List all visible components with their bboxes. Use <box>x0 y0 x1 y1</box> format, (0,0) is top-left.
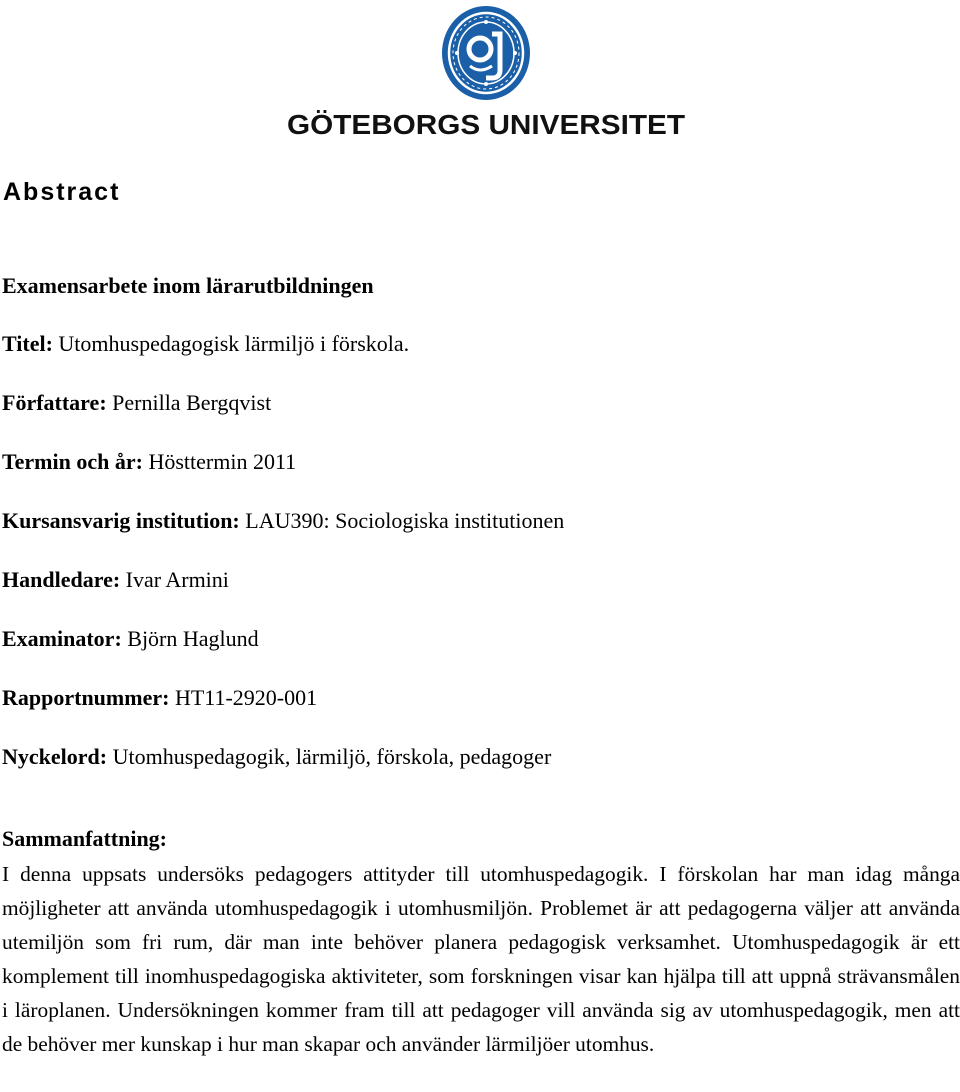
meta-label: Nyckelord: <box>2 744 108 769</box>
meta-value: Hösttermin 2011 <box>148 449 297 474</box>
meta-label: Examinator: <box>2 626 122 651</box>
course-line <box>2 272 374 300</box>
meta-examiner <box>2 625 259 653</box>
summary-heading: Sammanfattning: <box>2 826 168 851</box>
meta-value: Pernilla Bergqvist <box>112 390 272 415</box>
university-logo <box>0 0 960 150</box>
meta-label: Handledare: <box>2 567 121 592</box>
svg-text:GÖTEBORGS UNIVERSITET: GÖTEBORGS UNIVERSITET <box>287 109 685 138</box>
meta-label: Titel: <box>2 331 53 356</box>
university-wordmark <box>286 108 686 138</box>
meta-title <box>2 330 409 358</box>
meta-keywords <box>2 743 551 771</box>
summary-text: I denna uppsats undersöks pedagogers attityder till utomhuspedagogik. I förskolan har man idag många möjligheter att använda utomhuspedagogik i utomhusmiljön. Problemet är att pedagogerna väljer att använda utemiljön som fri rum, där man inte behöver planera pedagogisk verksamhet. Utomhuspedagogik är ett komplement till inomhuspedagogiska aktiviteter, som forskningen visar kan hjälpa till att uppnå strävansmålen i läroplanen. Undersökningen kommer fram till att pedagoger vill använda sig av utomhuspedagogik, men att de behöver mer kunskap i hur man skapar och använder lärmiljöer utomhus. <box>2 862 960 1056</box>
meta-value: HT11-2920-001 <box>174 685 318 710</box>
meta-author <box>2 389 271 417</box>
abstract-title: Abstract <box>3 178 121 206</box>
meta-term <box>2 448 296 476</box>
meta-value: Utomhuspedagogik, lärmiljö, förskola, pedagoger <box>112 744 552 769</box>
meta-label: Författare: <box>2 390 107 415</box>
meta-label: Termin och år: <box>2 449 143 474</box>
meta-value: Utomhuspedagogisk lärmiljö i förskola. <box>58 331 410 356</box>
meta-supervisor <box>2 566 229 594</box>
meta-value: LAU390: Sociologiska institutionen <box>245 508 565 533</box>
university-seal-icon <box>440 4 532 102</box>
meta-label: Kursansvarig institution: <box>2 508 240 533</box>
meta-value: Björn Haglund <box>127 626 259 651</box>
course-line-text: Examensarbete inom lärarutbildningen <box>2 273 374 298</box>
meta-label: Rapportnummer: <box>2 685 170 710</box>
meta-value: Ivar Armini <box>125 567 229 592</box>
meta-report-number <box>2 684 317 712</box>
meta-institution <box>2 507 564 535</box>
